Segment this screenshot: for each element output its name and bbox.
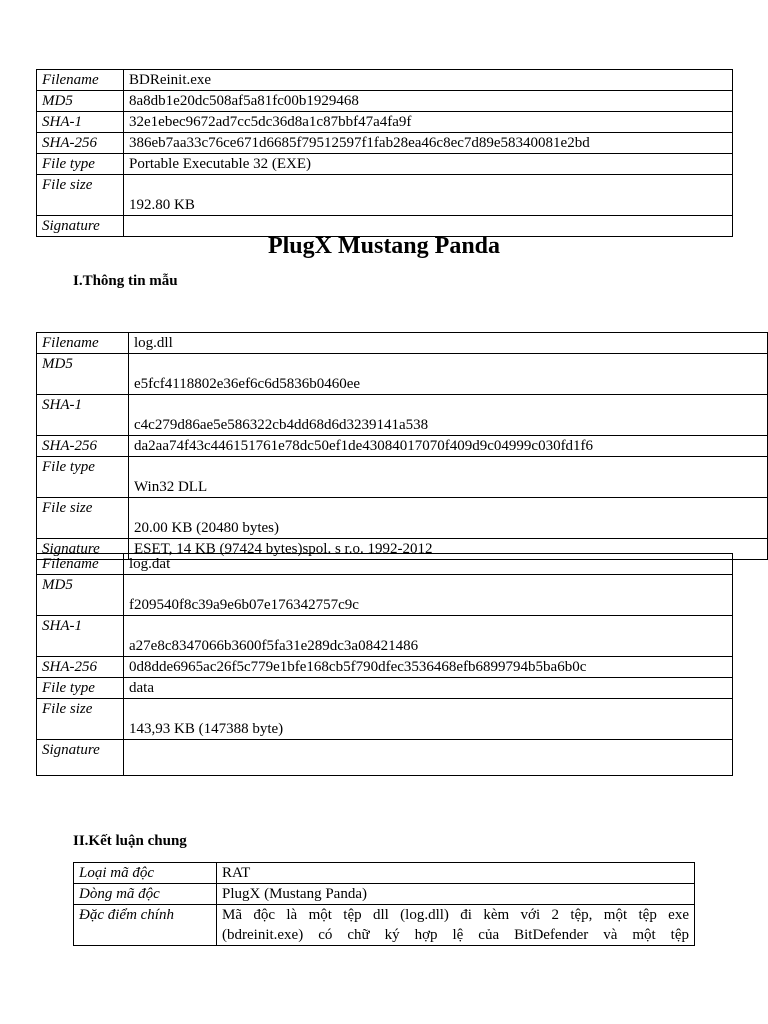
md5-value: 8a8db1e20dc508af5a81fc00b1929468 [124, 91, 733, 112]
md5-value: f209540f8c39a9e6b07e176342757c9c [124, 575, 733, 616]
sha1-value: 32e1ebec9672ad7cc5dc36d8a1c87bbf47a4fa9f [124, 112, 733, 133]
malware-family-value: PlugX (Mustang Panda) [217, 884, 695, 905]
malware-type-value: RAT [217, 863, 695, 884]
sha256-value: 386eb7aa33c76ce671d6685f79512597f1fab28ea46c8ec7d89e58340081e2bd [124, 133, 733, 154]
table-row [37, 436, 768, 457]
malware-family-label: Dòng mã độc [74, 884, 217, 905]
signature-label: Signature [37, 740, 124, 776]
filename-label: Filename [37, 333, 129, 354]
table-row [37, 70, 733, 91]
filetype-label: File type [37, 457, 129, 498]
table-row [37, 395, 768, 436]
filesize-label: File size [37, 699, 124, 740]
filetype-label: File type [37, 154, 124, 175]
filetype-value: Portable Executable 32 (EXE) [124, 154, 733, 175]
logdll-info-table [36, 332, 768, 560]
filename-value: log.dat [124, 554, 733, 575]
bdreinit-info-table [36, 69, 733, 237]
filesize-value: 192.80 KB [124, 175, 733, 216]
filetype-value: Win32 DLL [129, 457, 768, 498]
table-row [37, 699, 733, 740]
signature-label: Signature [37, 539, 129, 560]
table-row [37, 91, 733, 112]
md5-label: MD5 [37, 575, 124, 616]
table-row [37, 333, 768, 354]
main-features-line: Mã độc là một tệp dll (log.dll) đi kèm với 2 tệp, một tệp exe [222, 907, 689, 923]
sha256-value: da2aa74f43c446151761e78dc50ef1de43084017070f409d9c04999c030fd1f6 [129, 436, 768, 457]
filesize-label: File size [37, 498, 129, 539]
table-row [37, 678, 733, 699]
table-row [37, 575, 733, 616]
logdat-info-table [36, 553, 733, 776]
table-row [74, 884, 695, 905]
table-row [37, 354, 768, 395]
page-title: PlugX Mustang Panda [267, 233, 501, 259]
md5-value: e5fcf4118802e36ef6c6d5836b0460ee [129, 354, 768, 395]
filename-value: BDReinit.exe [124, 70, 733, 91]
md5-label: MD5 [37, 354, 129, 395]
signature-value [124, 740, 733, 776]
table-row [37, 740, 733, 776]
sha1-value: a27e8c8347066b3600f5fa31e289dc3a08421486 [124, 616, 733, 657]
sha256-label: SHA-256 [37, 436, 129, 457]
filesize-label: File size [37, 175, 124, 216]
table-row [74, 863, 695, 884]
filename-value: log.dll [129, 333, 768, 354]
table-row [74, 905, 695, 946]
table-row [37, 554, 733, 575]
sha1-label: SHA-1 [37, 616, 124, 657]
section-heading-conclusion: II.Kết luận chung [73, 833, 187, 849]
table-row [37, 457, 768, 498]
sha1-label: SHA-1 [37, 112, 124, 133]
sha1-label: SHA-1 [37, 395, 129, 436]
signature-value: ESET, 14 KB (97424 bytes)spol. s r.o. 1992-2012 [129, 539, 768, 560]
filesize-value: 20.00 KB (20480 bytes) [129, 498, 768, 539]
section-heading-sample-info: I.Thông tin mẫu [73, 273, 178, 289]
filename-label: Filename [37, 70, 124, 91]
malware-type-label: Loại mã độc [74, 863, 217, 884]
filename-label: Filename [37, 554, 124, 575]
table-row [37, 175, 733, 216]
table-row [37, 616, 733, 657]
sha256-label: SHA-256 [37, 133, 124, 154]
filetype-value: data [124, 678, 733, 699]
table-row [37, 112, 733, 133]
table-row [37, 133, 733, 154]
table-row [37, 657, 733, 678]
sha1-value: c4c279d86ae5e586322cb4dd68d6d3239141a538 [129, 395, 768, 436]
filetype-label: File type [37, 678, 124, 699]
main-features-value [217, 905, 695, 946]
main-features-label: Đặc điểm chính [74, 905, 217, 946]
table-row [37, 154, 733, 175]
sha256-label: SHA-256 [37, 657, 124, 678]
filesize-value: 143,93 KB (147388 byte) [124, 699, 733, 740]
conclusion-table [73, 862, 695, 946]
table-row [37, 498, 768, 539]
sha256-value: 0d8dde6965ac26f5c779e1bfe168cb5f790dfec3536468efb6899794b5ba6b0c [124, 657, 733, 678]
md5-label: MD5 [37, 91, 124, 112]
main-features-line: (bdreinit.exe) có chữ ký hợp lệ của BitDefender và một tệp [222, 927, 689, 943]
signature-label: Signature [37, 216, 124, 237]
